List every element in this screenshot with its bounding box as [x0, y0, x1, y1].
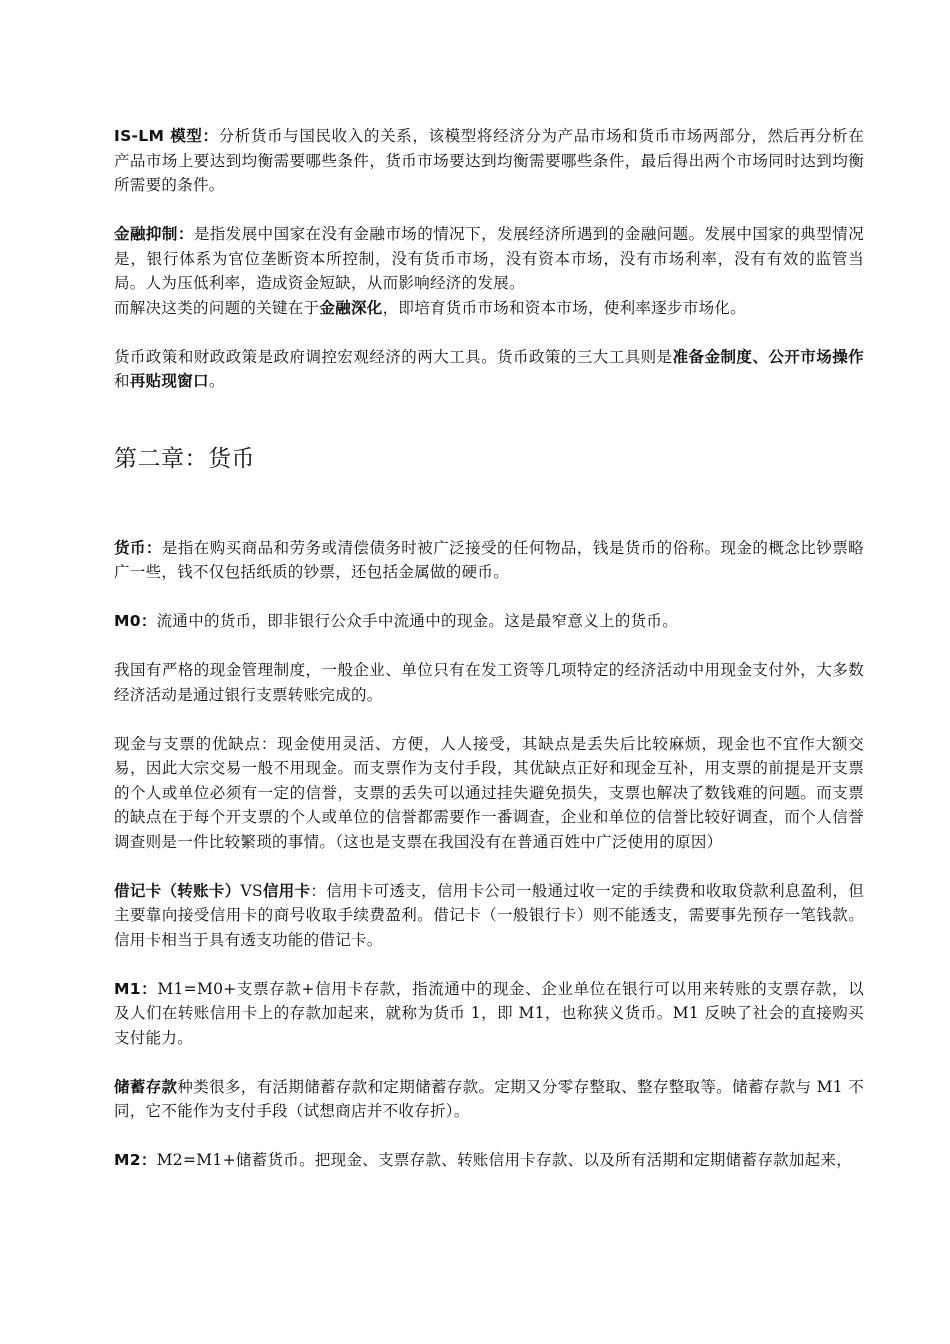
policy-separator-2: 和	[114, 372, 130, 390]
m1-paragraph	[114, 977, 864, 1051]
m2-definition: M2=M1+储蓄货币。把现金、支票存款、转账信用卡存款、以及所有活期和定期储蓄存款加起来，	[156, 1151, 853, 1169]
policy-lead: 货币政策和财政政策是政府调控宏观经济的两大工具。货币政策的三大工具则是	[114, 347, 673, 366]
deepening-rest: ，即培育货币市场和资本市场，使利率逐步市场化。	[382, 298, 747, 317]
islm-definition: 分析货币与国民收入的关系，该模型将经济分为产品市场和货币市场两部分，然后再分析在产品市场上要达到均衡需要哪些条件，货币市场要达到均衡需要哪些条件，最后得出两个市场同时达到均衡所需要的条件。	[114, 127, 864, 194]
cards-vs: VS	[240, 881, 263, 900]
m0-definition: 流通中的货币，即非银行公众手中流通中的现金。这是最窄意义上的货币。	[156, 612, 679, 630]
islm-separator: ：	[202, 127, 219, 145]
policy-paragraph	[114, 345, 864, 394]
chapter-title: 第二章：货币	[114, 445, 255, 472]
m2-separator: ：	[140, 1151, 157, 1169]
m1-separator: ：	[140, 979, 158, 998]
money-paragraph	[114, 536, 864, 585]
policy-tool-reserve: 准备金制度	[672, 347, 753, 366]
deepening-lead: 而解决这类的问题的关键在于	[114, 298, 320, 317]
m0-paragraph	[114, 609, 864, 634]
savings-term: 储蓄存款	[114, 1077, 178, 1096]
m1-definition: M1=M0+支票存款+信用卡存款，指流通中的现金、企业单位在银行可以用来转账的支票存款，以及人们在转账信用卡上的存款加起来，就称为货币 1，即 M1，也称狭义货币。M1 反映了社会的直接购买支付能力。	[114, 979, 864, 1047]
islm-term: IS-LM 模型	[114, 127, 203, 145]
money-definition: 是指在购买商品和劳务或清偿债务时被广泛接受的任何物品，钱是货币的俗称。现金的概念比钞票略广一些，钱不仅包括纸质的钞票，还包括金属做的硬币。	[114, 538, 864, 581]
debit-card-term: 借记卡（转账卡）	[114, 881, 241, 900]
credit-card-term: 信用卡	[262, 881, 311, 900]
repression-definition: 是指发展中国家在没有金融市场的情况下，发展经济所遇到的金融问题。发展中国家的典型情况是，银行体系为官位垄断资本所控制，没有货币市场，没有资本市场，没有市场利率，没有有效的监管当局。人为压低利率，造成资金短缺，从而影响经济的发展。	[114, 225, 864, 292]
cards-separator: ：	[310, 881, 327, 900]
savings-definition: 种类很多，有活期储蓄存款和定期储蓄存款。定期又分零存整取、整存整取等。储蓄存款与 M1 不同，它不能作为支付手段（试想商店并不收存折）。	[114, 1077, 865, 1120]
m2-term: M2	[114, 1151, 141, 1169]
cash-management-paragraph: 我国有严格的现金管理制度，一般企业、单位只有在发工资等几项特定的经济活动中用现金支付外，大多数经济活动是通过银行支票转账完成的。	[114, 661, 864, 704]
deepening-paragraph	[114, 296, 864, 321]
cash-vs-check-paragraph: 现金与支票的优缺点：现金使用灵活、方便，人人接受，其缺点是丢失后比较麻烦，现金也不宜作大额交易，因此大宗交易一般不用现金。而支票作为支付手段，其优缺点正好和现金互补，用支票的前提是开支票的个人或单位必须有一定的信誉，支票的丢失可以通过挂失避免损失，支票也解决了数钱难的问题。而支票的缺点在于每个开支票的个人或单位的信誉都需要作一番调查，企业和单位的信誉比较好调查，而个人信誉调查则是一件比较繁琐的事情。（这也是支票在我国没有在普通百姓中广泛使用的原因）	[114, 734, 864, 851]
cards-paragraph	[114, 879, 864, 953]
policy-separator-1: 、	[752, 347, 769, 366]
savings-paragraph	[114, 1075, 864, 1124]
money-term: 货币	[114, 538, 146, 557]
repression-paragraph	[114, 222, 864, 296]
money-separator: ：	[145, 538, 162, 557]
policy-end: 。	[208, 372, 225, 390]
deepening-term: 金融深化	[319, 298, 383, 317]
m0-term: M0	[114, 612, 141, 630]
cards-definition: 信用卡可透支，信用卡公司一般通过收一定的手续费和收取贷款利息盈利，但主要靠向接受信用卡的商号收取手续费盈利。借记卡（一般银行卡）则不能透支，需要事先预存一笔钱款。信用卡相当于具有透支功能的借记卡。	[114, 881, 864, 949]
islm-paragraph	[114, 124, 864, 198]
repression-separator: ：	[177, 225, 194, 243]
m2-paragraph	[114, 1148, 864, 1173]
document-page	[114, 124, 864, 1197]
policy-tool-open-market: 公开市场操作	[768, 347, 864, 366]
m1-term: M1	[114, 979, 141, 998]
policy-tool-rediscount: 再贴现窗口	[129, 372, 209, 390]
repression-term: 金融抑制	[114, 225, 178, 243]
m0-separator: ：	[140, 612, 157, 630]
